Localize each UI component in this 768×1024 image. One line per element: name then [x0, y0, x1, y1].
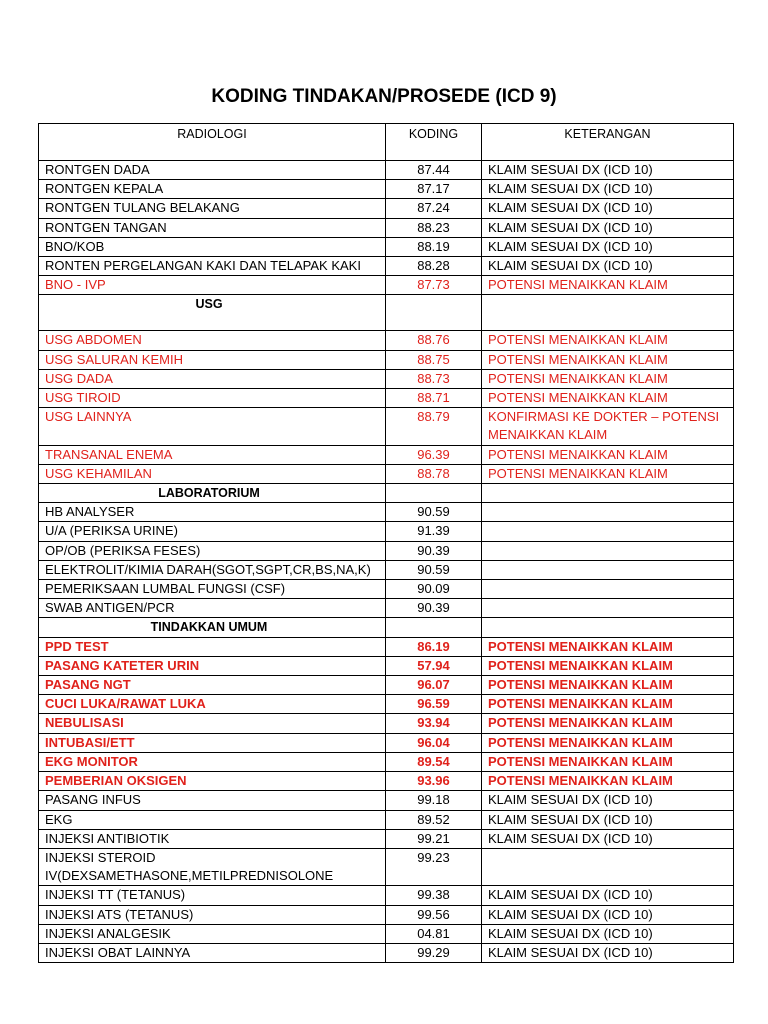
procedure-code: 88.73 — [386, 369, 482, 388]
procedure-name: USG KEHAMILAN — [39, 464, 386, 483]
procedure-name: U/A (PERIKSA URINE) — [39, 522, 386, 541]
procedure-code: 90.09 — [386, 580, 482, 599]
procedure-note — [482, 848, 734, 885]
table-row — [39, 522, 734, 541]
procedure-note: KLAIM SESUAI DX (ICD 10) — [482, 237, 734, 256]
table-row — [39, 331, 734, 350]
procedure-note: POTENSI MENAIKKAN KLAIM — [482, 676, 734, 695]
section-label: TINDAKKAN UMUM — [39, 618, 386, 637]
procedure-name: RONTGEN TULANG BELAKANG — [39, 199, 386, 218]
table-row — [39, 599, 734, 618]
section-tindakkan-umum — [39, 618, 734, 637]
procedure-name: PEMERIKSAAN LUMBAL FUNGSI (CSF) — [39, 580, 386, 599]
table-row — [39, 943, 734, 962]
procedure-note: POTENSI MENAIKKAN KLAIM — [482, 350, 734, 369]
header-keterangan: KETERANGAN — [482, 124, 734, 161]
table-row — [39, 199, 734, 218]
table-row — [39, 180, 734, 199]
procedure-name: INJEKSI ANTIBIOTIK — [39, 829, 386, 848]
procedure-name: USG DADA — [39, 369, 386, 388]
procedure-code: 96.59 — [386, 695, 482, 714]
procedure-name: USG SALURAN KEMIH — [39, 350, 386, 369]
table-row — [39, 714, 734, 733]
procedure-name: PEMBERIAN OKSIGEN — [39, 772, 386, 791]
procedure-note: POTENSI MENAIKKAN KLAIM — [482, 389, 734, 408]
table-row — [39, 369, 734, 388]
table-row — [39, 503, 734, 522]
procedure-name: INJEKSI ANALGESIK — [39, 924, 386, 943]
icd9-table — [38, 123, 734, 963]
procedure-note — [482, 580, 734, 599]
table-row — [39, 445, 734, 464]
procedure-code: 88.28 — [386, 257, 482, 276]
procedure-code: 90.39 — [386, 599, 482, 618]
table-row — [39, 905, 734, 924]
table-row — [39, 752, 734, 771]
table-row — [39, 389, 734, 408]
procedure-code: 88.78 — [386, 464, 482, 483]
procedure-name: INJEKSI OBAT LAINNYA — [39, 943, 386, 962]
section-label: USG — [39, 295, 386, 331]
table-row — [39, 810, 734, 829]
procedure-note: POTENSI MENAIKKAN KLAIM — [482, 752, 734, 771]
procedure-code: 88.23 — [386, 218, 482, 237]
procedure-name: PASANG INFUS — [39, 791, 386, 810]
procedure-code: 88.76 — [386, 331, 482, 350]
procedure-name: USG ABDOMEN — [39, 331, 386, 350]
procedure-code: 96.07 — [386, 676, 482, 695]
table-row — [39, 350, 734, 369]
table-row — [39, 237, 734, 256]
procedure-name: OP/OB (PERIKSA FESES) — [39, 541, 386, 560]
empty-cell — [482, 484, 734, 503]
procedure-name: RONTEN PERGELANGAN KAKI DAN TELAPAK KAKI — [39, 257, 386, 276]
table-row — [39, 848, 734, 885]
procedure-code: 57.94 — [386, 656, 482, 675]
procedure-code: 90.59 — [386, 560, 482, 579]
table-row — [39, 791, 734, 810]
table-row — [39, 580, 734, 599]
procedure-note: POTENSI MENAIKKAN KLAIM — [482, 733, 734, 752]
procedure-name: INJEKSI TT (TETANUS) — [39, 886, 386, 905]
table-row — [39, 772, 734, 791]
empty-cell — [482, 295, 734, 331]
section-laboratorium — [39, 484, 734, 503]
procedure-note — [482, 599, 734, 618]
procedure-name: CUCI LUKA/RAWAT LUKA — [39, 695, 386, 714]
procedure-code: 99.18 — [386, 791, 482, 810]
procedure-note: KLAIM SESUAI DX (ICD 10) — [482, 886, 734, 905]
procedure-note: KLAIM SESUAI DX (ICD 10) — [482, 810, 734, 829]
procedure-note: KLAIM SESUAI DX (ICD 10) — [482, 257, 734, 276]
table-row — [39, 218, 734, 237]
procedure-note: KLAIM SESUAI DX (ICD 10) — [482, 905, 734, 924]
procedure-note — [482, 522, 734, 541]
table-row — [39, 560, 734, 579]
procedure-name: RONTGEN TANGAN — [39, 218, 386, 237]
procedure-code: 93.94 — [386, 714, 482, 733]
procedure-code: 91.39 — [386, 522, 482, 541]
table-row — [39, 733, 734, 752]
procedure-code: 87.73 — [386, 276, 482, 295]
procedure-note: POTENSI MENAIKKAN KLAIM — [482, 331, 734, 350]
procedure-code: 90.59 — [386, 503, 482, 522]
procedure-note — [482, 541, 734, 560]
procedure-code: 86.19 — [386, 637, 482, 656]
table-row — [39, 676, 734, 695]
procedure-name: SWAB ANTIGEN/PCR — [39, 599, 386, 618]
procedure-note: KLAIM SESUAI DX (ICD 10) — [482, 199, 734, 218]
procedure-note: POTENSI MENAIKKAN KLAIM — [482, 445, 734, 464]
table-header — [39, 124, 734, 161]
procedure-name: INJEKSI ATS (TETANUS) — [39, 905, 386, 924]
procedure-name: RONTGEN KEPALA — [39, 180, 386, 199]
procedure-note: KLAIM SESUAI DX (ICD 10) — [482, 180, 734, 199]
procedure-note: KLAIM SESUAI DX (ICD 10) — [482, 943, 734, 962]
table-row — [39, 541, 734, 560]
procedure-name: INTUBASI/ETT — [39, 733, 386, 752]
procedure-note: KONFIRMASI KE DOKTER – POTENSI MENAIKKAN KLAIM — [482, 408, 734, 445]
header-koding: KODING — [386, 124, 482, 161]
procedure-name: BNO/KOB — [39, 237, 386, 256]
procedure-name: NEBULISASI — [39, 714, 386, 733]
procedure-code: 89.54 — [386, 752, 482, 771]
procedure-note: KLAIM SESUAI DX (ICD 10) — [482, 924, 734, 943]
procedure-note: POTENSI MENAIKKAN KLAIM — [482, 714, 734, 733]
procedure-code: 04.81 — [386, 924, 482, 943]
procedure-note: POTENSI MENAIKKAN KLAIM — [482, 772, 734, 791]
procedure-name: PPD TEST — [39, 637, 386, 656]
procedure-code: 87.44 — [386, 161, 482, 180]
procedure-code: 89.52 — [386, 810, 482, 829]
page-title: KODING TINDAKAN/PROSEDE (ICD 9) — [211, 86, 557, 107]
procedure-note: POTENSI MENAIKKAN KLAIM — [482, 695, 734, 714]
section-usg — [39, 295, 734, 331]
table-row — [39, 924, 734, 943]
empty-cell — [482, 618, 734, 637]
table-row — [39, 257, 734, 276]
procedure-name: HB ANALYSER — [39, 503, 386, 522]
procedure-note: KLAIM SESUAI DX (ICD 10) — [482, 829, 734, 848]
procedure-code: 99.29 — [386, 943, 482, 962]
header-radiologi: RADIOLOGI — [39, 124, 386, 161]
procedure-code: 93.96 — [386, 772, 482, 791]
procedure-name: PASANG KATETER URIN — [39, 656, 386, 675]
procedure-note: POTENSI MENAIKKAN KLAIM — [482, 369, 734, 388]
table-row — [39, 161, 734, 180]
procedure-code: 99.38 — [386, 886, 482, 905]
procedure-note: KLAIM SESUAI DX (ICD 10) — [482, 791, 734, 810]
procedure-note — [482, 503, 734, 522]
procedure-code: 90.39 — [386, 541, 482, 560]
section-label: LABORATORIUM — [39, 484, 386, 503]
table-row — [39, 276, 734, 295]
procedure-note: POTENSI MENAIKKAN KLAIM — [482, 276, 734, 295]
procedure-code: 99.56 — [386, 905, 482, 924]
procedure-note: KLAIM SESUAI DX (ICD 10) — [482, 161, 734, 180]
procedure-name: TRANSANAL ENEMA — [39, 445, 386, 464]
procedure-code: 99.23 — [386, 848, 482, 885]
table-row — [39, 829, 734, 848]
procedure-name: RONTGEN DADA — [39, 161, 386, 180]
procedure-code: 88.19 — [386, 237, 482, 256]
procedure-name: EKG — [39, 810, 386, 829]
procedure-note: POTENSI MENAIKKAN KLAIM — [482, 656, 734, 675]
procedure-code: 96.04 — [386, 733, 482, 752]
table-row — [39, 656, 734, 675]
procedure-name: USG LAINNYA — [39, 408, 386, 445]
procedure-note: KLAIM SESUAI DX (ICD 10) — [482, 218, 734, 237]
procedure-code: 87.17 — [386, 180, 482, 199]
table-row — [39, 637, 734, 656]
procedure-note — [482, 560, 734, 579]
procedure-name: USG TIROID — [39, 389, 386, 408]
procedure-code: 99.21 — [386, 829, 482, 848]
procedure-code: 87.24 — [386, 199, 482, 218]
procedure-note: POTENSI MENAIKKAN KLAIM — [482, 637, 734, 656]
procedure-name: BNO - IVP — [39, 276, 386, 295]
procedure-code: 88.79 — [386, 408, 482, 445]
procedure-code: 88.71 — [386, 389, 482, 408]
procedure-name: ELEKTROLIT/KIMIA DARAH(SGOT,SGPT,CR,BS,NA,K) — [39, 560, 386, 579]
empty-cell — [386, 295, 482, 331]
table-row — [39, 886, 734, 905]
procedure-note: POTENSI MENAIKKAN KLAIM — [482, 464, 734, 483]
table-row — [39, 464, 734, 483]
procedure-code: 96.39 — [386, 445, 482, 464]
procedure-name: EKG MONITOR — [39, 752, 386, 771]
procedure-name: PASANG NGT — [39, 676, 386, 695]
empty-cell — [386, 484, 482, 503]
procedure-code: 88.75 — [386, 350, 482, 369]
table-row — [39, 695, 734, 714]
empty-cell — [386, 618, 482, 637]
procedure-name: INJEKSI STEROID IV(DEXSAMETHASONE,METILPREDNISOLONE — [39, 848, 386, 885]
table-row — [39, 408, 734, 445]
